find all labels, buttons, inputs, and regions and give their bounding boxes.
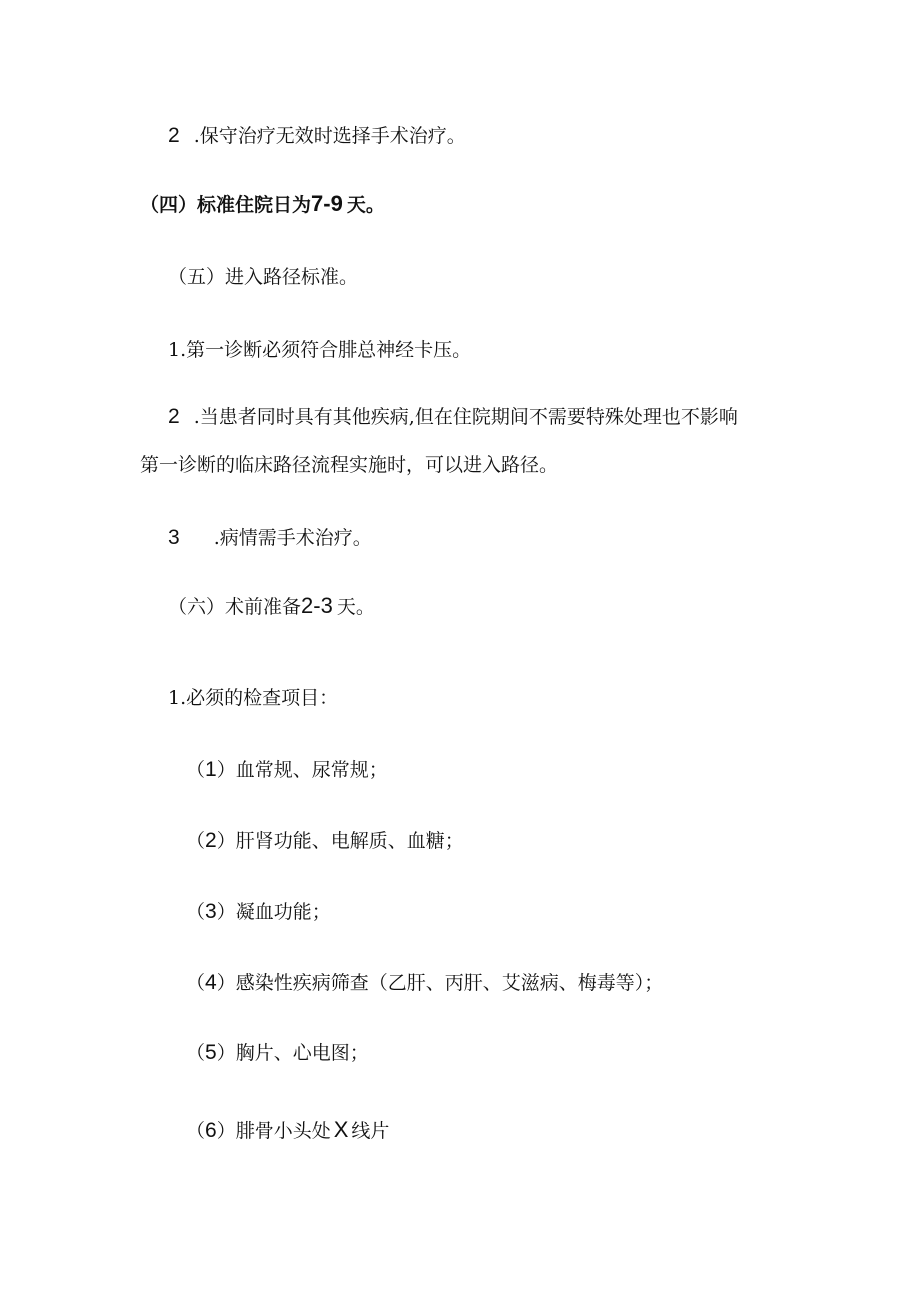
item-number: 6 <box>205 1119 217 1142</box>
paren-close: ） <box>216 830 236 852</box>
paren-close: ） <box>216 759 236 781</box>
heading-suffix: 天。 <box>336 596 375 618</box>
test-item-2 <box>186 829 464 853</box>
item-1-diagnosis <box>168 338 471 362</box>
item-number: 2 <box>168 124 180 147</box>
item-number: 1 <box>205 758 217 781</box>
section-4-heading <box>140 192 385 217</box>
test-item-5 <box>186 1041 369 1065</box>
item-2-continuation <box>140 453 558 477</box>
paren-open: （ <box>186 972 206 994</box>
paren-open: （ <box>186 1120 206 1142</box>
item-suffix: 线片 <box>351 1120 390 1142</box>
item-number: 2 <box>168 405 180 428</box>
section-5-heading <box>168 265 358 289</box>
item-text: .保守治疗无效时选择手术治疗。 <box>193 125 466 147</box>
heading-text: （五）进入路径标准。 <box>168 266 359 288</box>
item-text: .病情需手术治疗。 <box>213 527 372 549</box>
item-text: 1.第一诊断必须符合腓总神经卡压。 <box>168 339 472 361</box>
item-text: 胸片、心电图； <box>235 1042 369 1064</box>
item-text: 感染性疾病筛查（乙肝、丙肝、艾滋病、梅毒等）； <box>235 972 664 994</box>
paren-open: （ <box>186 759 206 781</box>
item-text: 第一诊断的临床路径流程实施时，可以进入路径。 <box>140 454 559 476</box>
section-6-heading <box>168 594 375 619</box>
paren-close: ） <box>216 1042 236 1064</box>
paren-open: （ <box>186 901 206 923</box>
item-text: 腓骨小头处 <box>235 1120 331 1142</box>
item-number: 3 <box>205 900 217 923</box>
paren-close: ） <box>216 1120 236 1142</box>
item-text: .当患者同时具有其他疾病,但在住院期间不需要特殊处理也不影响 <box>193 406 738 428</box>
item-number: 4 <box>205 971 217 994</box>
heading-range: 2-3 <box>301 593 333 618</box>
paren-close: ） <box>216 972 236 994</box>
paren-open: （ <box>186 1042 206 1064</box>
item-number: 3 <box>168 526 180 549</box>
item-x-letter: X <box>333 1117 349 1142</box>
paren-close: ） <box>216 901 236 923</box>
test-item-6 <box>186 1118 389 1143</box>
heading-prefix: （六）术前准备 <box>168 596 302 618</box>
item-1-required-tests <box>168 686 338 710</box>
test-item-3 <box>186 900 331 924</box>
item-text: 肝肾功能、电解质、血糖； <box>235 830 464 852</box>
test-item-1 <box>186 758 388 782</box>
test-item-4 <box>186 971 663 995</box>
item-text: 凝血功能； <box>235 901 331 923</box>
item-text: 1.必须的检查项目： <box>168 687 339 709</box>
item-2-conservative <box>168 124 466 148</box>
item-number: 5 <box>205 1041 217 1064</box>
item-3-surgery <box>168 526 372 550</box>
item-text: 血常规、尿常规； <box>235 759 388 781</box>
item-number: 2 <box>205 829 217 852</box>
paren-open: （ <box>186 830 206 852</box>
item-2-comorbidity <box>168 405 738 429</box>
heading-range: 7-9 <box>311 191 343 216</box>
heading-suffix: 天。 <box>346 194 385 216</box>
heading-prefix: （四）标准住院日为 <box>140 194 312 216</box>
